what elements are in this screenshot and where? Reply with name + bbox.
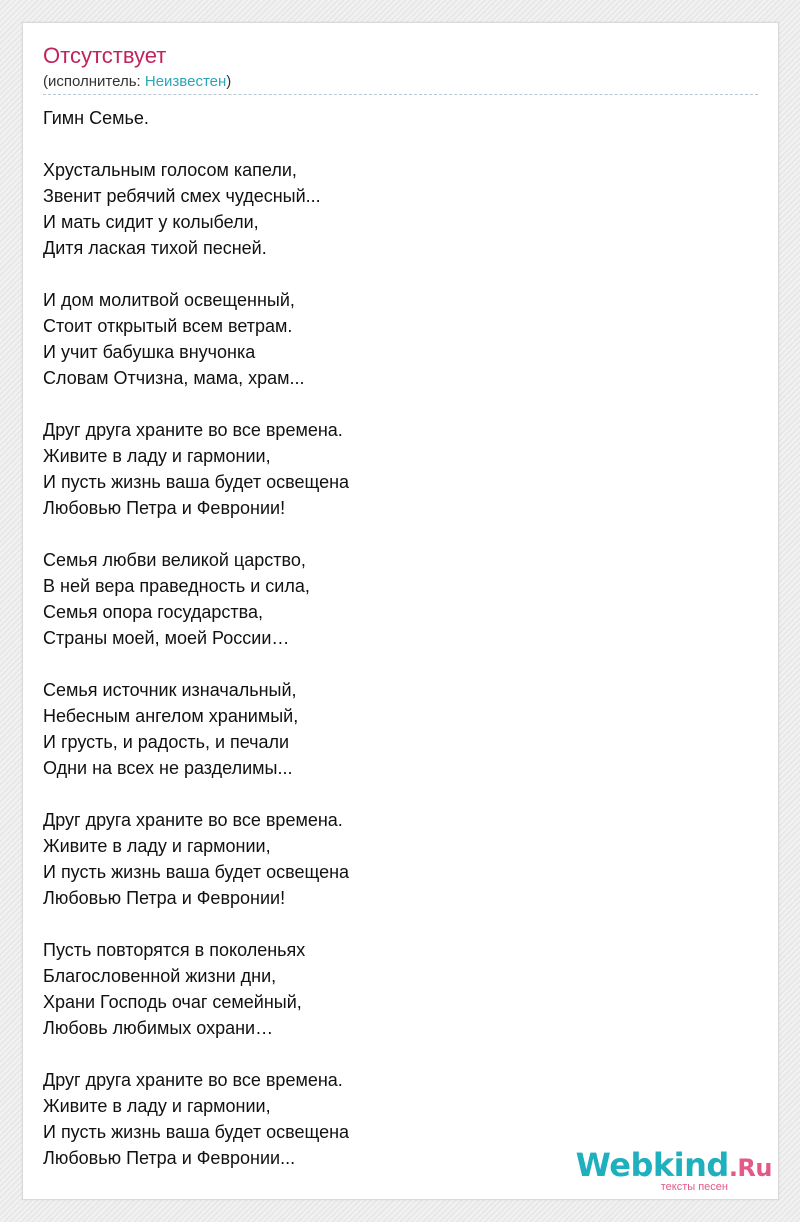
lyric-line: Семья опора государства, bbox=[43, 602, 264, 622]
lyric-line: И грусть, и радость, и печали bbox=[43, 732, 290, 752]
lyric-line: Любовью Петра и Февронии... bbox=[43, 1148, 296, 1168]
stanza-gap bbox=[43, 391, 758, 417]
lyric-line: Живите в ладу и гармонии, bbox=[43, 836, 271, 856]
lyric-line: И пусть жизнь ваша будет освещена bbox=[43, 1122, 350, 1142]
lyrics-text bbox=[43, 105, 758, 1171]
lyric-line: И учит бабушка внучонка bbox=[43, 342, 256, 362]
lyric-line: Звенит ребячий смех чудесный... bbox=[43, 186, 321, 206]
song-title: Отсутствует bbox=[43, 43, 167, 68]
lyric-line: В ней вера праведность и сила, bbox=[43, 576, 310, 596]
lyric-line: Храни Господь очаг семейный, bbox=[43, 992, 302, 1012]
lyric-line: Живите в ладу и гармонии, bbox=[43, 446, 271, 466]
logo-tagline: тексты песен bbox=[660, 1181, 728, 1193]
logo-suffix: .Ru bbox=[728, 1154, 772, 1182]
stanza-gap bbox=[43, 131, 758, 157]
lyric-line: Дитя лаская тихой песней. bbox=[43, 238, 267, 258]
lyric-line: Любовью Петра и Февронии! bbox=[43, 888, 286, 908]
artist-line bbox=[43, 72, 231, 92]
lyric-line: Любовь любимых охрани… bbox=[43, 1018, 274, 1038]
lyric-line: И пусть жизнь ваша будет освещена bbox=[43, 472, 350, 492]
stanza-gap bbox=[43, 521, 758, 547]
lyric-line: Словам Отчизна, мама, храм... bbox=[43, 368, 305, 388]
stanza-gap bbox=[43, 911, 758, 937]
lyric-line: Одни на всех не разделимы... bbox=[43, 758, 293, 778]
lyric-line: Семья любви великой царство, bbox=[43, 550, 306, 570]
lyric-line: Небесным ангелом хранимый, bbox=[43, 706, 299, 726]
artist-link[interactable]: Неизвестен bbox=[144, 73, 227, 90]
stanza-gap bbox=[43, 261, 758, 287]
lyric-line: Друг друга храните во все времена. bbox=[43, 810, 343, 830]
lyric-line: Хрустальным голосом капели, bbox=[43, 160, 297, 180]
lyric-line: Благословенной жизни дни, bbox=[43, 966, 277, 986]
artist-prefix: (исполнитель: bbox=[43, 73, 145, 90]
lyric-line: Пусть повторятся в поколеньях bbox=[43, 940, 306, 960]
lyric-line: Друг друга храните во все времена. bbox=[43, 420, 343, 440]
site-logo[interactable] bbox=[576, 1148, 772, 1193]
lyric-line: Семья источник изначальный, bbox=[43, 680, 297, 700]
divider bbox=[43, 94, 758, 95]
stanza-gap bbox=[43, 781, 758, 807]
artist-suffix: ) bbox=[226, 73, 232, 90]
lyric-line: И дом молитвой освещенный, bbox=[43, 290, 295, 310]
stanza-gap bbox=[43, 651, 758, 677]
lyric-line: Друг друга храните во все времена. bbox=[43, 1070, 343, 1090]
lyric-line: Стоит открытый всем ветрам. bbox=[43, 316, 293, 336]
lyric-line: Страны моей, моей России… bbox=[43, 628, 290, 648]
lyric-line: Живите в ладу и гармонии, bbox=[43, 1096, 271, 1116]
lyrics-heading: Гимн Семье. bbox=[43, 108, 149, 128]
stanza-gap bbox=[43, 1041, 758, 1067]
lyric-line: Любовью Петра и Февронии! bbox=[43, 498, 286, 518]
logo-text: Webkind bbox=[575, 1146, 729, 1184]
lyric-line: И пусть жизнь ваша будет освещена bbox=[43, 862, 350, 882]
lyric-line: И мать сидит у колыбели, bbox=[43, 212, 259, 232]
lyrics-card bbox=[22, 22, 779, 1200]
